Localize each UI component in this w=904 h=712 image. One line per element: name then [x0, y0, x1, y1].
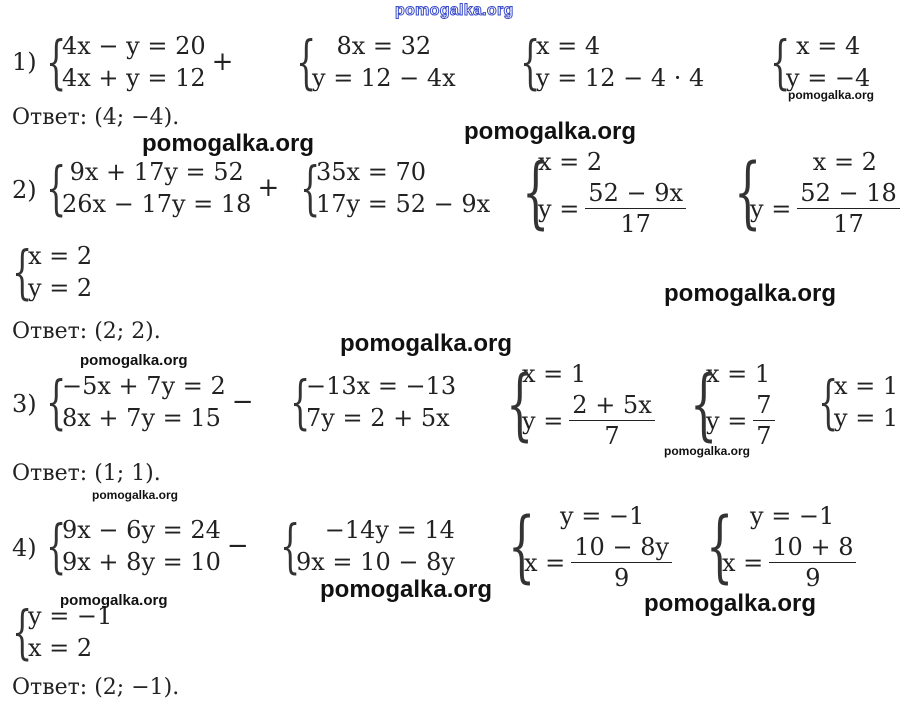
- problem-2-number: 2): [12, 176, 37, 204]
- answer-value: (2; 2).: [94, 319, 161, 344]
- p1-system-2: [296, 30, 456, 94]
- brace: {: [12, 598, 33, 666]
- equation-lhs: y =: [706, 406, 748, 435]
- p4-system-1: [46, 514, 249, 578]
- equation: y = 2: [28, 274, 93, 302]
- operation-sign: +: [211, 47, 234, 77]
- answer-label: Ответ:: [12, 675, 88, 700]
- p3-answer: [12, 460, 161, 488]
- equation-lhs: x =: [722, 548, 764, 577]
- p1-system-3: [520, 30, 704, 94]
- equation: 9x = 10 − 8y: [296, 548, 455, 576]
- answer-value: (1; 1).: [94, 461, 161, 486]
- p2-system-3: [522, 146, 686, 239]
- brace: {: [690, 359, 718, 450]
- equation: 9x + 17y = 52: [69, 158, 244, 186]
- watermark: pomogalka.org: [664, 444, 751, 458]
- brace: {: [506, 359, 534, 450]
- brace: {: [734, 147, 762, 238]
- brace: {: [12, 238, 33, 306]
- denominator: 17: [833, 210, 864, 238]
- brace: {: [770, 28, 791, 96]
- p4-system-2: [280, 514, 455, 578]
- brace: {: [46, 512, 67, 580]
- denominator: 17: [620, 210, 651, 238]
- equation: 8x + 7y = 15: [62, 404, 221, 432]
- watermark-top: pomogalka.org: [395, 2, 514, 19]
- watermark: pomogalka.org: [92, 488, 179, 502]
- equation: y = −1: [560, 502, 645, 530]
- denominator: 9: [805, 564, 821, 592]
- problem-4-number: 4): [12, 534, 37, 562]
- numerator: 52 − 9x: [585, 178, 686, 209]
- equation: x = 2: [28, 634, 93, 662]
- brace: {: [46, 28, 67, 96]
- p2-system-1: [46, 156, 279, 220]
- equation: 7y = 2 + 5x: [306, 404, 450, 432]
- equation: x = 4: [536, 32, 601, 60]
- equation: −5x + 7y = 2: [62, 372, 226, 400]
- fraction-equation: [524, 532, 672, 593]
- watermark: pomogalka.org: [788, 88, 875, 102]
- equation-lhs: x =: [524, 548, 566, 577]
- watermark: pomogalka.org: [340, 330, 513, 357]
- brace: {: [706, 501, 734, 592]
- equation: 4x + y = 12: [62, 64, 206, 92]
- operation-sign: −: [231, 387, 254, 417]
- answer-label: Ответ:: [12, 105, 88, 130]
- numerator: 7: [753, 390, 774, 421]
- fraction: [753, 390, 774, 451]
- numerator: 2 + 5x: [569, 390, 654, 421]
- watermark: pomogalka.org: [464, 118, 637, 145]
- denominator: 7: [604, 422, 620, 450]
- brace: {: [520, 28, 541, 96]
- answer-label: Ответ:: [12, 461, 88, 486]
- equation: y = 1: [834, 404, 899, 432]
- p2-answer: [12, 318, 161, 346]
- equation: 8x = 32: [336, 32, 432, 60]
- p4-answer: [12, 674, 179, 702]
- brace: {: [280, 512, 301, 580]
- brace: {: [290, 368, 311, 436]
- problem-1-number: 1): [12, 48, 37, 76]
- equation: y = 12 − 4x: [312, 64, 456, 92]
- watermark: pomogalka.org: [142, 130, 315, 157]
- numerator: 10 + 8: [769, 532, 856, 563]
- equation: y = 12 − 4 · 4: [536, 64, 705, 92]
- p3-system-3: [506, 358, 655, 451]
- p1-system-1: [46, 30, 233, 94]
- answer-label: Ответ:: [12, 319, 88, 344]
- equation: y = −1: [750, 502, 835, 530]
- answer-value: (4; −4).: [94, 105, 180, 130]
- equation: 35x = 70: [316, 158, 426, 186]
- equation: x = 1: [834, 372, 899, 400]
- p2-system-2: [300, 156, 490, 220]
- equation: 4x − y = 20: [62, 32, 206, 60]
- p2-system-4: [734, 146, 900, 239]
- equation: 9x − 6y = 24: [62, 516, 221, 544]
- equation: x = 1: [706, 360, 771, 388]
- equation: x = 1: [522, 360, 587, 388]
- p3-system-4: [690, 358, 775, 451]
- fraction: [571, 532, 672, 593]
- p1-answer: [12, 104, 179, 132]
- fraction: [569, 390, 654, 451]
- equation: −13x = −13: [306, 372, 457, 400]
- watermark: pomogalka.org: [664, 280, 837, 307]
- operation-sign: +: [257, 173, 280, 203]
- equation-lhs: y =: [538, 194, 580, 223]
- fraction: [585, 178, 686, 239]
- fraction-equation: [722, 532, 856, 593]
- equation: x = 2: [28, 242, 93, 270]
- watermark: pomogalka.org: [644, 590, 817, 617]
- denominator: 9: [614, 564, 630, 592]
- watermark: pomogalka.org: [80, 352, 188, 369]
- watermark: pomogalka.org: [60, 592, 168, 609]
- answer-value: (2; −1).: [94, 675, 180, 700]
- p3-system-1: [46, 370, 254, 434]
- denominator: 7: [756, 422, 772, 450]
- equation: y = −1: [28, 602, 113, 630]
- equation: 17y = 52 − 9x: [316, 190, 491, 218]
- fraction-equation: [522, 390, 655, 451]
- equation: x = 2: [812, 148, 877, 176]
- problem-3-number: 3): [12, 390, 37, 418]
- equation: 9x + 8y = 10: [62, 548, 221, 576]
- equation: −14y = 14: [324, 516, 455, 544]
- p2-system-5: [12, 240, 92, 304]
- equation-lhs: y =: [750, 194, 792, 223]
- p4-system-4: [706, 500, 856, 593]
- equation-lhs: y =: [522, 406, 564, 435]
- equation: 26x − 17y = 18: [62, 190, 252, 218]
- fraction: [769, 532, 856, 593]
- numerator: 10 − 8y: [571, 532, 672, 563]
- p1-system-4: [770, 30, 870, 94]
- brace: {: [522, 147, 550, 238]
- p4-system-5: [12, 600, 112, 664]
- numerator: 52 − 18: [797, 178, 899, 209]
- equation: y = −4: [786, 64, 871, 92]
- brace: {: [818, 368, 839, 436]
- brace: {: [296, 28, 317, 96]
- watermark: pomogalka.org: [320, 576, 493, 603]
- operation-sign: −: [226, 531, 249, 561]
- equation: x = 4: [796, 32, 861, 60]
- equation: x = 2: [538, 148, 603, 176]
- p3-system-2: [290, 370, 456, 434]
- brace: {: [46, 368, 67, 436]
- p4-system-3: [508, 500, 672, 593]
- fraction-equation: [538, 178, 686, 239]
- fraction-equation: [750, 178, 900, 239]
- brace: {: [508, 501, 536, 592]
- fraction: [797, 178, 899, 239]
- brace: {: [300, 154, 321, 222]
- p3-system-5: [818, 370, 898, 434]
- brace: {: [46, 154, 67, 222]
